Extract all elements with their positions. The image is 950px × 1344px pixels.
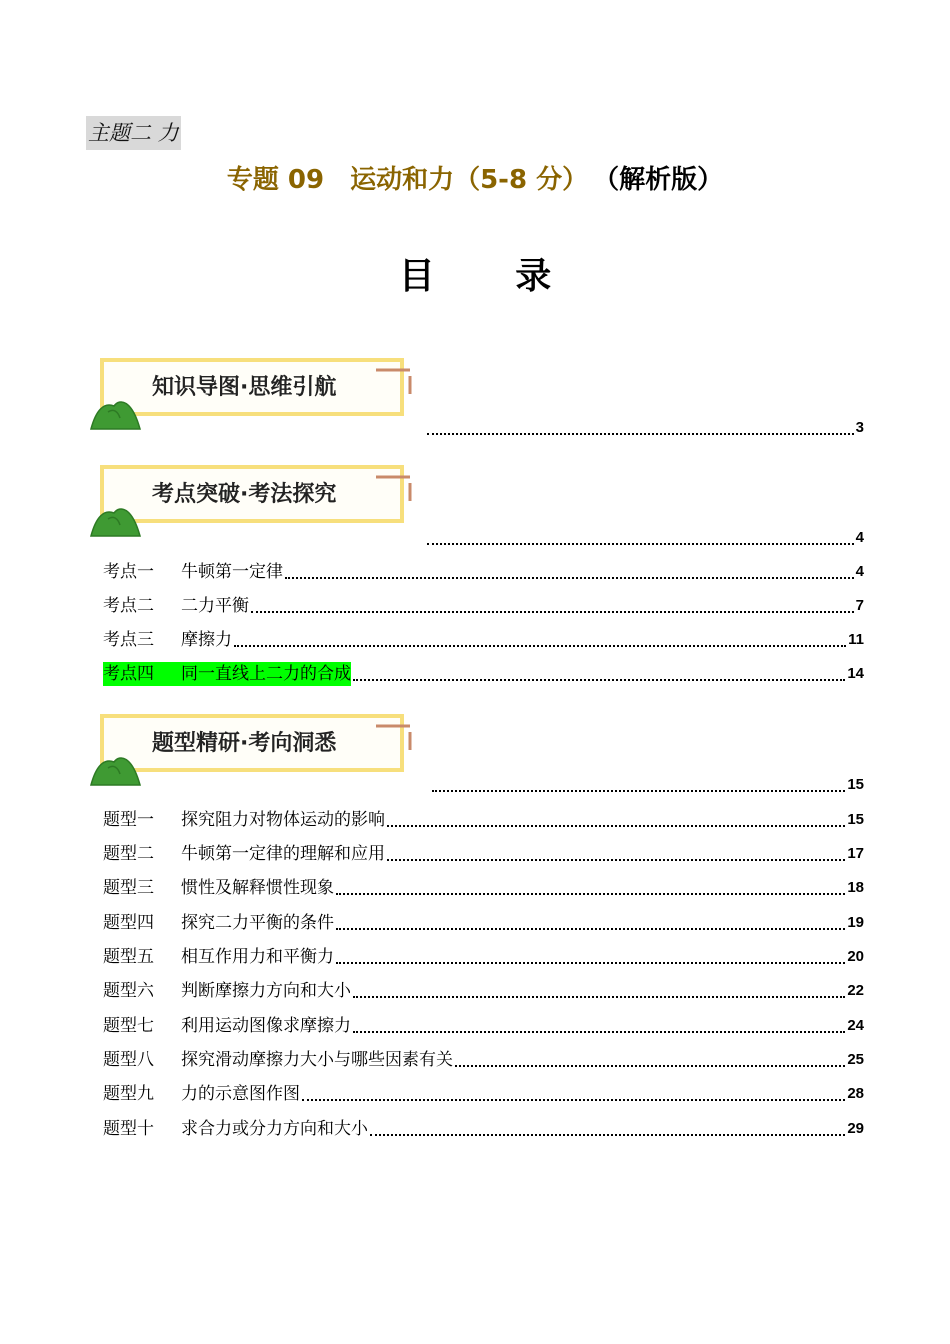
entry-code: 题型十 [103,1119,154,1139]
entry-code: 题型三 [103,878,154,898]
entry-title: 判断摩擦力方向和大小 [181,981,351,1001]
entry-code: 题型八 [103,1050,154,1070]
dot-leader [370,1134,845,1136]
page-number: 14 [847,665,864,682]
section-banner-question-types[interactable] [90,714,420,786]
page-number: 4 [855,529,864,546]
dot-leader [336,893,845,895]
dot-leader [455,1065,845,1067]
page-number: 17 [847,845,864,862]
toc-entry-exam-points[interactable] [425,524,864,550]
entry-title: 探究二力平衡的条件 [181,913,334,933]
page-number: 4 [855,563,864,580]
toc-entry[interactable] [103,977,864,1003]
mountain-icon [90,746,142,786]
entry-title: 同一直线上二力的合成 [181,664,351,684]
page-number: 15 [847,776,864,793]
entry-code: 题型二 [103,844,154,864]
mountain-icon [90,497,142,537]
dot-leader [336,928,845,930]
page-number: 18 [847,879,864,896]
entry-title: 力的示意图作图 [181,1084,300,1104]
dot-leader [387,825,845,827]
entry-title: 牛顿第一定律的理解和应用 [181,844,385,864]
toc-entry[interactable] [103,558,864,584]
entry-title: 惯性及解释惯性现象 [181,878,334,898]
page-number: 19 [847,914,864,931]
toc-entry-mindmap[interactable] [425,414,864,440]
toc-entry[interactable] [103,874,864,900]
toc-entry-question-types[interactable] [430,771,864,797]
entry-title: 利用运动图像求摩擦力 [181,1016,351,1036]
toc-entry[interactable] [103,909,864,935]
entry-code: 题型九 [103,1084,154,1104]
page-number: 11 [848,631,864,648]
page-number: 22 [847,982,864,999]
toc-entry[interactable] [103,1046,864,1072]
entry-title: 探究阻力对物体运动的影响 [181,810,385,830]
entry-title: 探究滑动摩擦力大小与哪些因素有关 [181,1050,453,1070]
toc-entry[interactable] [103,626,864,652]
dot-leader [234,645,846,647]
toc-entry[interactable] [103,1012,864,1038]
dot-leader [353,1031,845,1033]
entry-title: 二力平衡 [181,596,249,616]
dot-leader [427,433,854,435]
corner-bracket-icon [374,720,414,754]
entry-code: 考点一 [103,562,154,582]
page-number: 25 [847,1051,864,1068]
toc-entry[interactable] [103,840,864,866]
entry-code: 题型五 [103,947,154,967]
entry-code: 题型一 [103,810,154,830]
dot-leader [302,1099,845,1101]
entry-title: 相互作用力和平衡力 [181,947,334,967]
dot-leader [427,543,854,545]
entry-code: 考点四 [103,664,154,684]
highlight-mark [103,662,351,686]
corner-bracket-icon [374,364,414,398]
dot-leader [432,790,845,792]
page-number: 7 [855,597,864,614]
entry-code: 题型四 [103,913,154,933]
dot-leader [251,611,854,613]
dot-leader [353,679,845,681]
dot-leader [387,859,845,861]
toc-entry[interactable] [103,1080,864,1106]
section-banner-mindmap[interactable] [90,358,420,430]
topic-tag: 主题二 力 [86,116,181,150]
toc-entry[interactable] [103,943,864,969]
toc-heading: 目 录 [398,256,586,297]
entry-title: 求合力或分力方向和大小 [181,1119,368,1139]
toc-entry[interactable] [103,806,864,832]
dot-leader [336,962,845,964]
page-number: 3 [855,419,864,436]
entry-code: 考点二 [103,596,154,616]
banner-label: 知识导图·思维引航 [152,375,337,400]
entry-code: 考点三 [103,630,154,650]
toc-entry[interactable] [103,1115,864,1141]
page-number: 24 [847,1017,864,1034]
toc-entry-highlighted[interactable] [103,660,864,686]
banner-label: 考点突破·考法探究 [152,482,337,507]
document-title-main: 专题 09 运动和力（5-8 分） [226,165,589,195]
toc-entry[interactable] [103,592,864,618]
corner-bracket-icon [374,471,414,505]
dot-leader [285,577,854,579]
mountain-icon [90,390,142,430]
entry-code: 题型七 [103,1016,154,1036]
page-number: 15 [847,811,864,828]
entry-code: 题型六 [103,981,154,1001]
banner-label: 题型精研·考向洞悉 [152,731,337,756]
entry-title: 牛顿第一定律 [181,562,283,582]
dot-leader [353,996,845,998]
section-banner-exam-points[interactable] [90,465,420,537]
entry-title: 摩擦力 [181,630,232,650]
page-number: 20 [847,948,864,965]
page-number: 29 [847,1120,864,1137]
document-title [0,160,950,200]
page-number: 28 [847,1085,864,1102]
document-title-suffix: （解析版） [606,165,724,195]
